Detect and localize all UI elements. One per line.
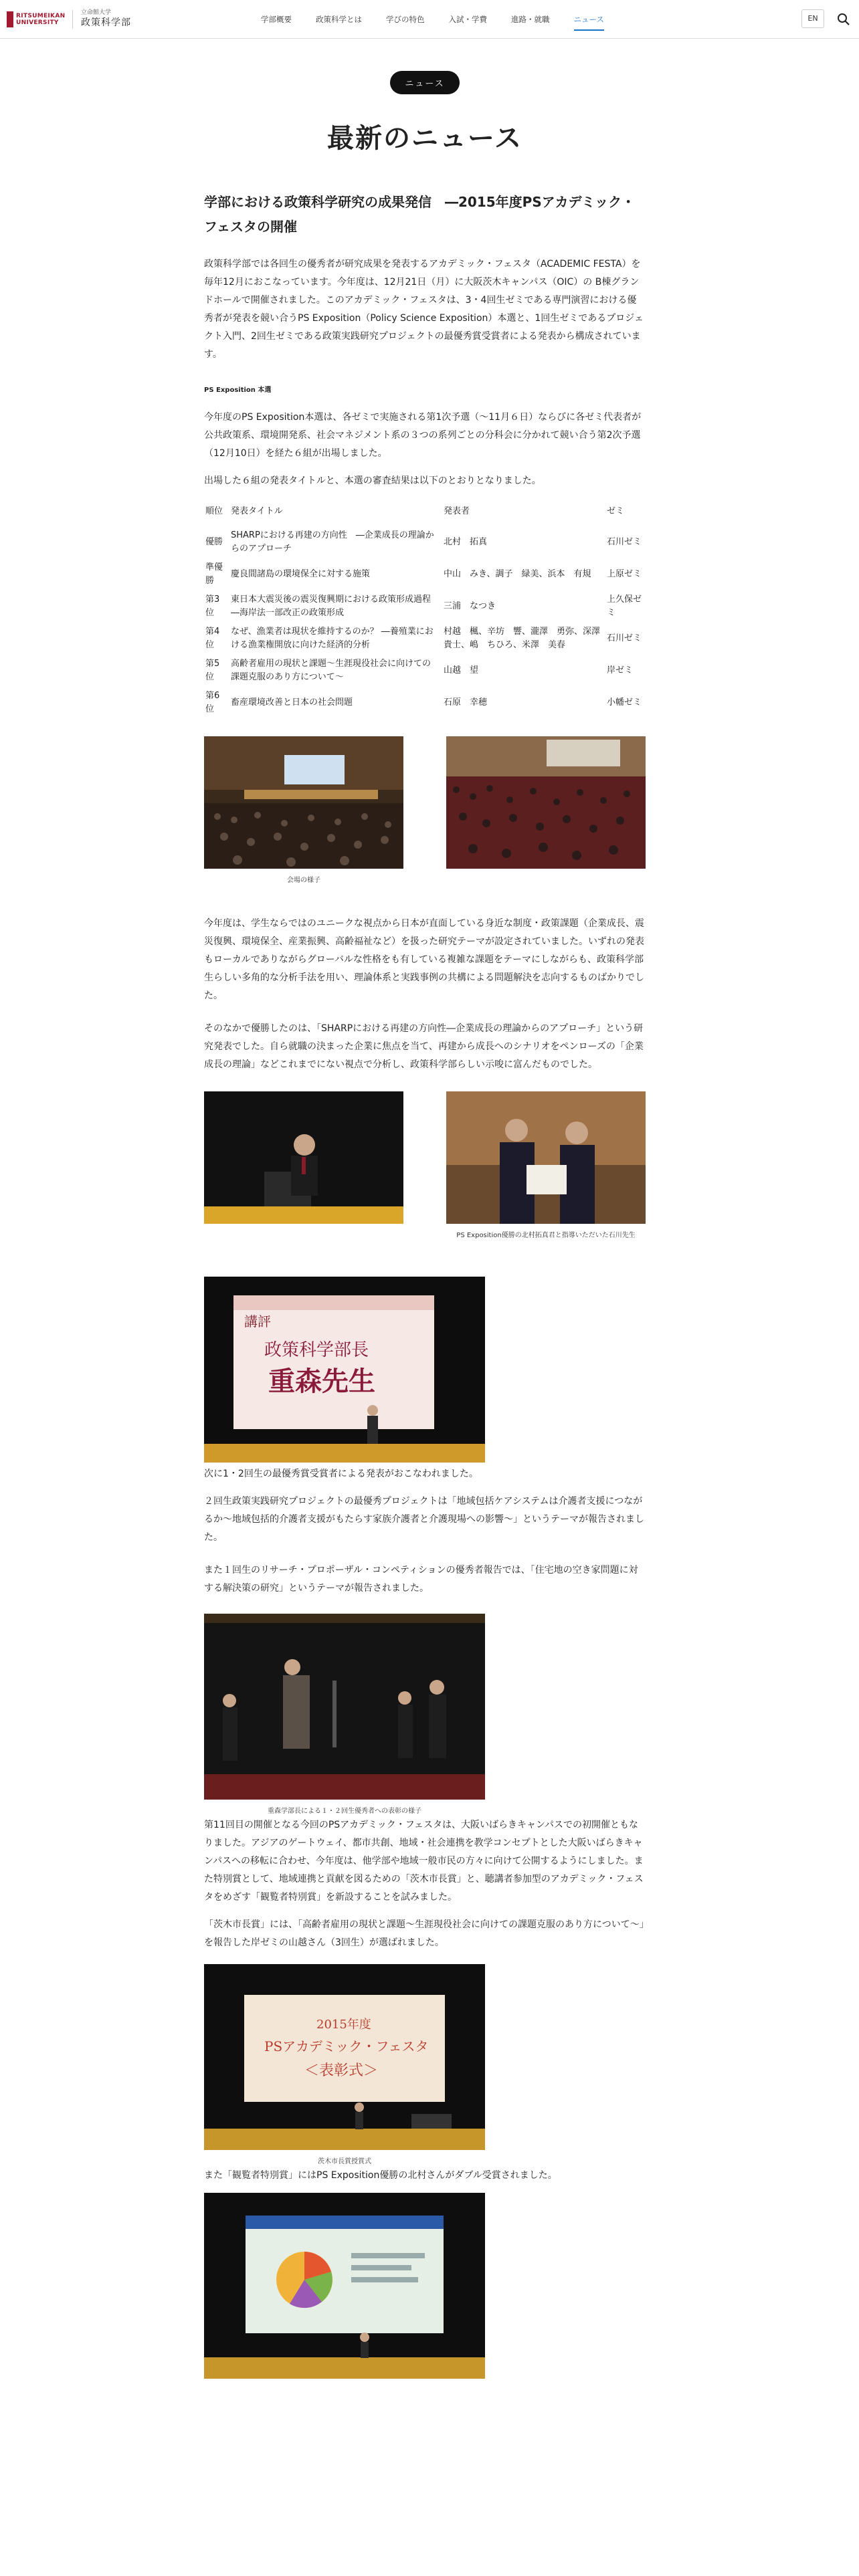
table-row (204, 623, 646, 655)
table-cell: 北村 拓真 (444, 537, 488, 547)
audience-award-photo (204, 2193, 485, 2379)
section-subhead: PS Exposition 本選 (204, 387, 272, 394)
table-header: 発表者 (444, 506, 470, 516)
table-cell: 三浦 なつき (444, 601, 496, 611)
nav-item-overview[interactable]: 学部概要 (261, 15, 292, 24)
site-header (0, 0, 859, 39)
table-cell: 上久保ゼミ (607, 595, 642, 618)
award-ceremony-photo (204, 1614, 485, 1800)
paragraph: 第11回目の開催となる今回のPSアカデミック・フェスタは、大阪いばらきキャンパスでの初開催ともなりました。アジアのゲートウェイ、都市共創、地域・社会連携を教学コンセプトとした大阪いばらきキャンパスへの移転に合わせ、今年度は、他学部や地域一般市民の方々に向けて公開するようにしました。また特別賞として、地域連携と貢献を図るための「茨木市長賞」と、聴講者参加型のアカデミック・フェスタをめざす「観覧者特別賞」を新設することを試みました。 (204, 1820, 644, 1903)
table-header: ゼミ (607, 506, 625, 516)
paragraph: ２回生政策実践研究プロジェクトの最優秀プロジェクトは「地域包括ケアシステムは介護者支援につながるか～地域包括的介護者支援がもたらす家族介護者と介護現場への影響～」というテーマが報告されました。 (204, 1496, 644, 1543)
page-title: 最新のニュース (327, 123, 522, 154)
photo-caption: 茨木市長賞授賞式 (318, 2158, 371, 2165)
mayor-award-photo (204, 1964, 485, 2150)
paragraph: 出場した６組の発表タイトルと、本選の審査結果は以下のとおりとなりました。 (204, 475, 541, 486)
table-cell: 石原 幸穂 (444, 697, 488, 708)
search-icon[interactable] (836, 11, 852, 27)
university-jp: 立命館大学 (81, 9, 112, 16)
language-button[interactable]: EN (801, 9, 824, 28)
nav-item-policy-science[interactable]: 政策科学とは (316, 15, 362, 24)
paragraph: 次に1・2回生の最優秀賞受賞者による発表がおこなわれました。 (204, 1469, 478, 1479)
table-cell: 小幡ゼミ (607, 697, 642, 708)
nav-item-admission[interactable]: 入試・学費 (448, 15, 487, 24)
table-header: 順位 (205, 506, 223, 516)
table-cell: 山越 望 (444, 665, 479, 675)
faculty-name[interactable] (81, 9, 131, 29)
paragraph: 政策科学部では各回生の優秀者が研究成果を発表するアカデミック・フェスタ（ACADEMIC FESTA）を毎年12月におこなっています。今年度は、12月21日（月）に大阪茨木キャンパス（OIC）の B棟グランドホールで開催されました。このアカデミック・フェスタは、3・4回生ゼミである専門演習における優秀者が発表を競い合うPS Exposition（Policy Science Exposition）本選と、1回生ゼミであるプロジェクト入門、2回生ゼミである政策実践研究プロジェクトの最優秀賞受賞者による発表から構成されています。 (204, 259, 644, 360)
table-cell: 優勝 (205, 537, 223, 547)
table-cell: 石川ゼミ (607, 633, 642, 643)
winner-award-photo (446, 1091, 646, 1224)
logo-text: RITSUMEIKAN UNIVERSITY (16, 12, 66, 26)
logo-mark-icon (7, 11, 13, 27)
dean-review-photo (204, 1277, 485, 1463)
table-cell: 第5位 (205, 659, 220, 682)
table-row (204, 591, 646, 623)
slide2-line1: 2015年度 (316, 2018, 371, 2032)
main-nav (249, 0, 616, 39)
nav-item-features[interactable]: 学びの特色 (386, 15, 425, 24)
paragraph: 「茨木市長賞」には、「高齢者雇用の現状と課題～生涯現役社会に向けての課題克服のあり方について～」を報告した岸ゼミの山越さん（3回生）が選ばれました。 (204, 1919, 644, 1948)
table-cell: 村越 楓、辛坊 響、瀧澤 勇弥、深澤 貴士、嶋 ちひろ、米澤 美春 (444, 627, 609, 650)
paragraph: また「観覧者特別賞」にはPS Exposition優勝の北村さんがダブル受賞されました。 (204, 2170, 557, 2181)
table-cell: 第3位 (205, 595, 220, 618)
table-header-row (204, 497, 646, 526)
table-cell: 上原ゼミ (607, 569, 642, 579)
table-row (204, 558, 646, 591)
table-cell: 準優勝 (205, 562, 223, 586)
table-cell: 第4位 (205, 627, 220, 650)
results-table (204, 497, 646, 719)
logo-divider (72, 10, 73, 29)
table-header: 発表タイトル (231, 506, 283, 516)
table-row (204, 687, 646, 719)
university-logo[interactable] (7, 11, 64, 27)
venue-photo-audience (446, 736, 646, 869)
nav-item-career[interactable]: 進路・就職 (511, 15, 550, 24)
table-cell: 第6位 (205, 691, 220, 714)
venue-photo-stage (204, 736, 403, 869)
category-badge: ニュース (390, 71, 459, 94)
main-content (204, 71, 646, 2379)
mayor-award-photo-block (204, 1964, 485, 2167)
paragraph: 今年度は、学生ならではのユニークな視点から日本が直面している身近な制度・政策課題（企業成長、震災復興、環境保全、産業振興、高齢福祉など）を扱った研究テーマが設定されていました。いずれの発表もローカルでありながらグローバルな性格をも有している複雑な課題をテーマにしながらも、政策科学部生らしい多角的な分析手法を用い、理論体系と実践事例の共構による問題解決を志向するものばかりでした。 (204, 918, 644, 1001)
photo-row-venue (204, 736, 646, 885)
table-cell: 東日本大震災後の震災復興期における政策形成過程 ―海岸法一部改正の政策形成 (231, 595, 440, 618)
nav-item-news[interactable]: ニュース (562, 0, 616, 39)
table-cell: 慶良間諸島の環境保全に対する施策 (231, 569, 371, 579)
table-cell: 高齢者雇用の現状と課題～生涯現役社会に向けての課題克服のあり方について～ (231, 659, 432, 682)
table-cell: 畜産環境改善と日本の社会問題 (231, 697, 353, 708)
table-cell: 中山 みき、調子 緑美、浜本 有規 (444, 569, 591, 579)
paragraph: そのなかで優勝したのは、「SHARPにおける再建の方向性―企業成長の理論からのアプローチ」という研究発表でした。自ら就職の決まった企業に焦点を当て、再建から成長へのシナリオをペンローズの「企業成長の理論」などこれまでにない視点で分析し、政策科学部らしい示唆に富んだものでした。 (204, 1023, 644, 1070)
photo-caption: 会場の様子 (287, 877, 320, 884)
table-cell: 石川ゼミ (607, 537, 642, 547)
paragraph: また１回生のリサーチ・プロポーザル・コンペティションの優秀者報告では、「住宅地の空き家問題に対する解決策の研究」というテーマが報告されました。 (204, 1565, 638, 1594)
photo-caption: PS Exposition優勝の北村拓真君と指導いただいた石川先生 (456, 1232, 636, 1239)
table-cell: 岸ゼミ (607, 665, 634, 675)
table-cell: なぜ、漁業者は現状を維持するのか？ ―養殖業における漁業権開放に向けた経済的分析 (231, 627, 434, 650)
table-row (204, 526, 646, 558)
slide-line1: 政策科学部長 (264, 1340, 369, 1360)
photo-caption: 重森学部長による１・２回生優秀者への表彰の様子 (268, 1808, 421, 1815)
slide-label: 講評 (244, 1313, 271, 1329)
slide-line2: 重森先生 (268, 1366, 375, 1397)
slide2-line2: PSアカデミック・フェスタ (264, 2038, 429, 2054)
winner-speech-photo (204, 1091, 403, 1224)
slide2-line3: ＜表彰式＞ (304, 2062, 379, 2079)
paragraph: 今年度のPS Exposition本選は、各ゼミで実施される第1次予選（～11月６日）ならびに各ゼミ代表者が公共政策系、環境開発系、社会マネジメント系の３つの系列ごとの分科会に分かれて競い合う第2次予選（12月10日）を経た６組が出場しました。 (204, 412, 642, 459)
photo-row-winner (204, 1091, 646, 1241)
article-title: 学部における政策科学研究の成果発信 ―2015年度PSアカデミック・フェスタの開催 (204, 194, 636, 235)
award-photo-block (204, 1614, 485, 1816)
table-cell: SHARPにおける再建の方向性 ―企業成長の理論からのアプローチ (231, 530, 434, 554)
table-row (204, 655, 646, 687)
faculty-jp: 政策科学部 (81, 17, 131, 28)
